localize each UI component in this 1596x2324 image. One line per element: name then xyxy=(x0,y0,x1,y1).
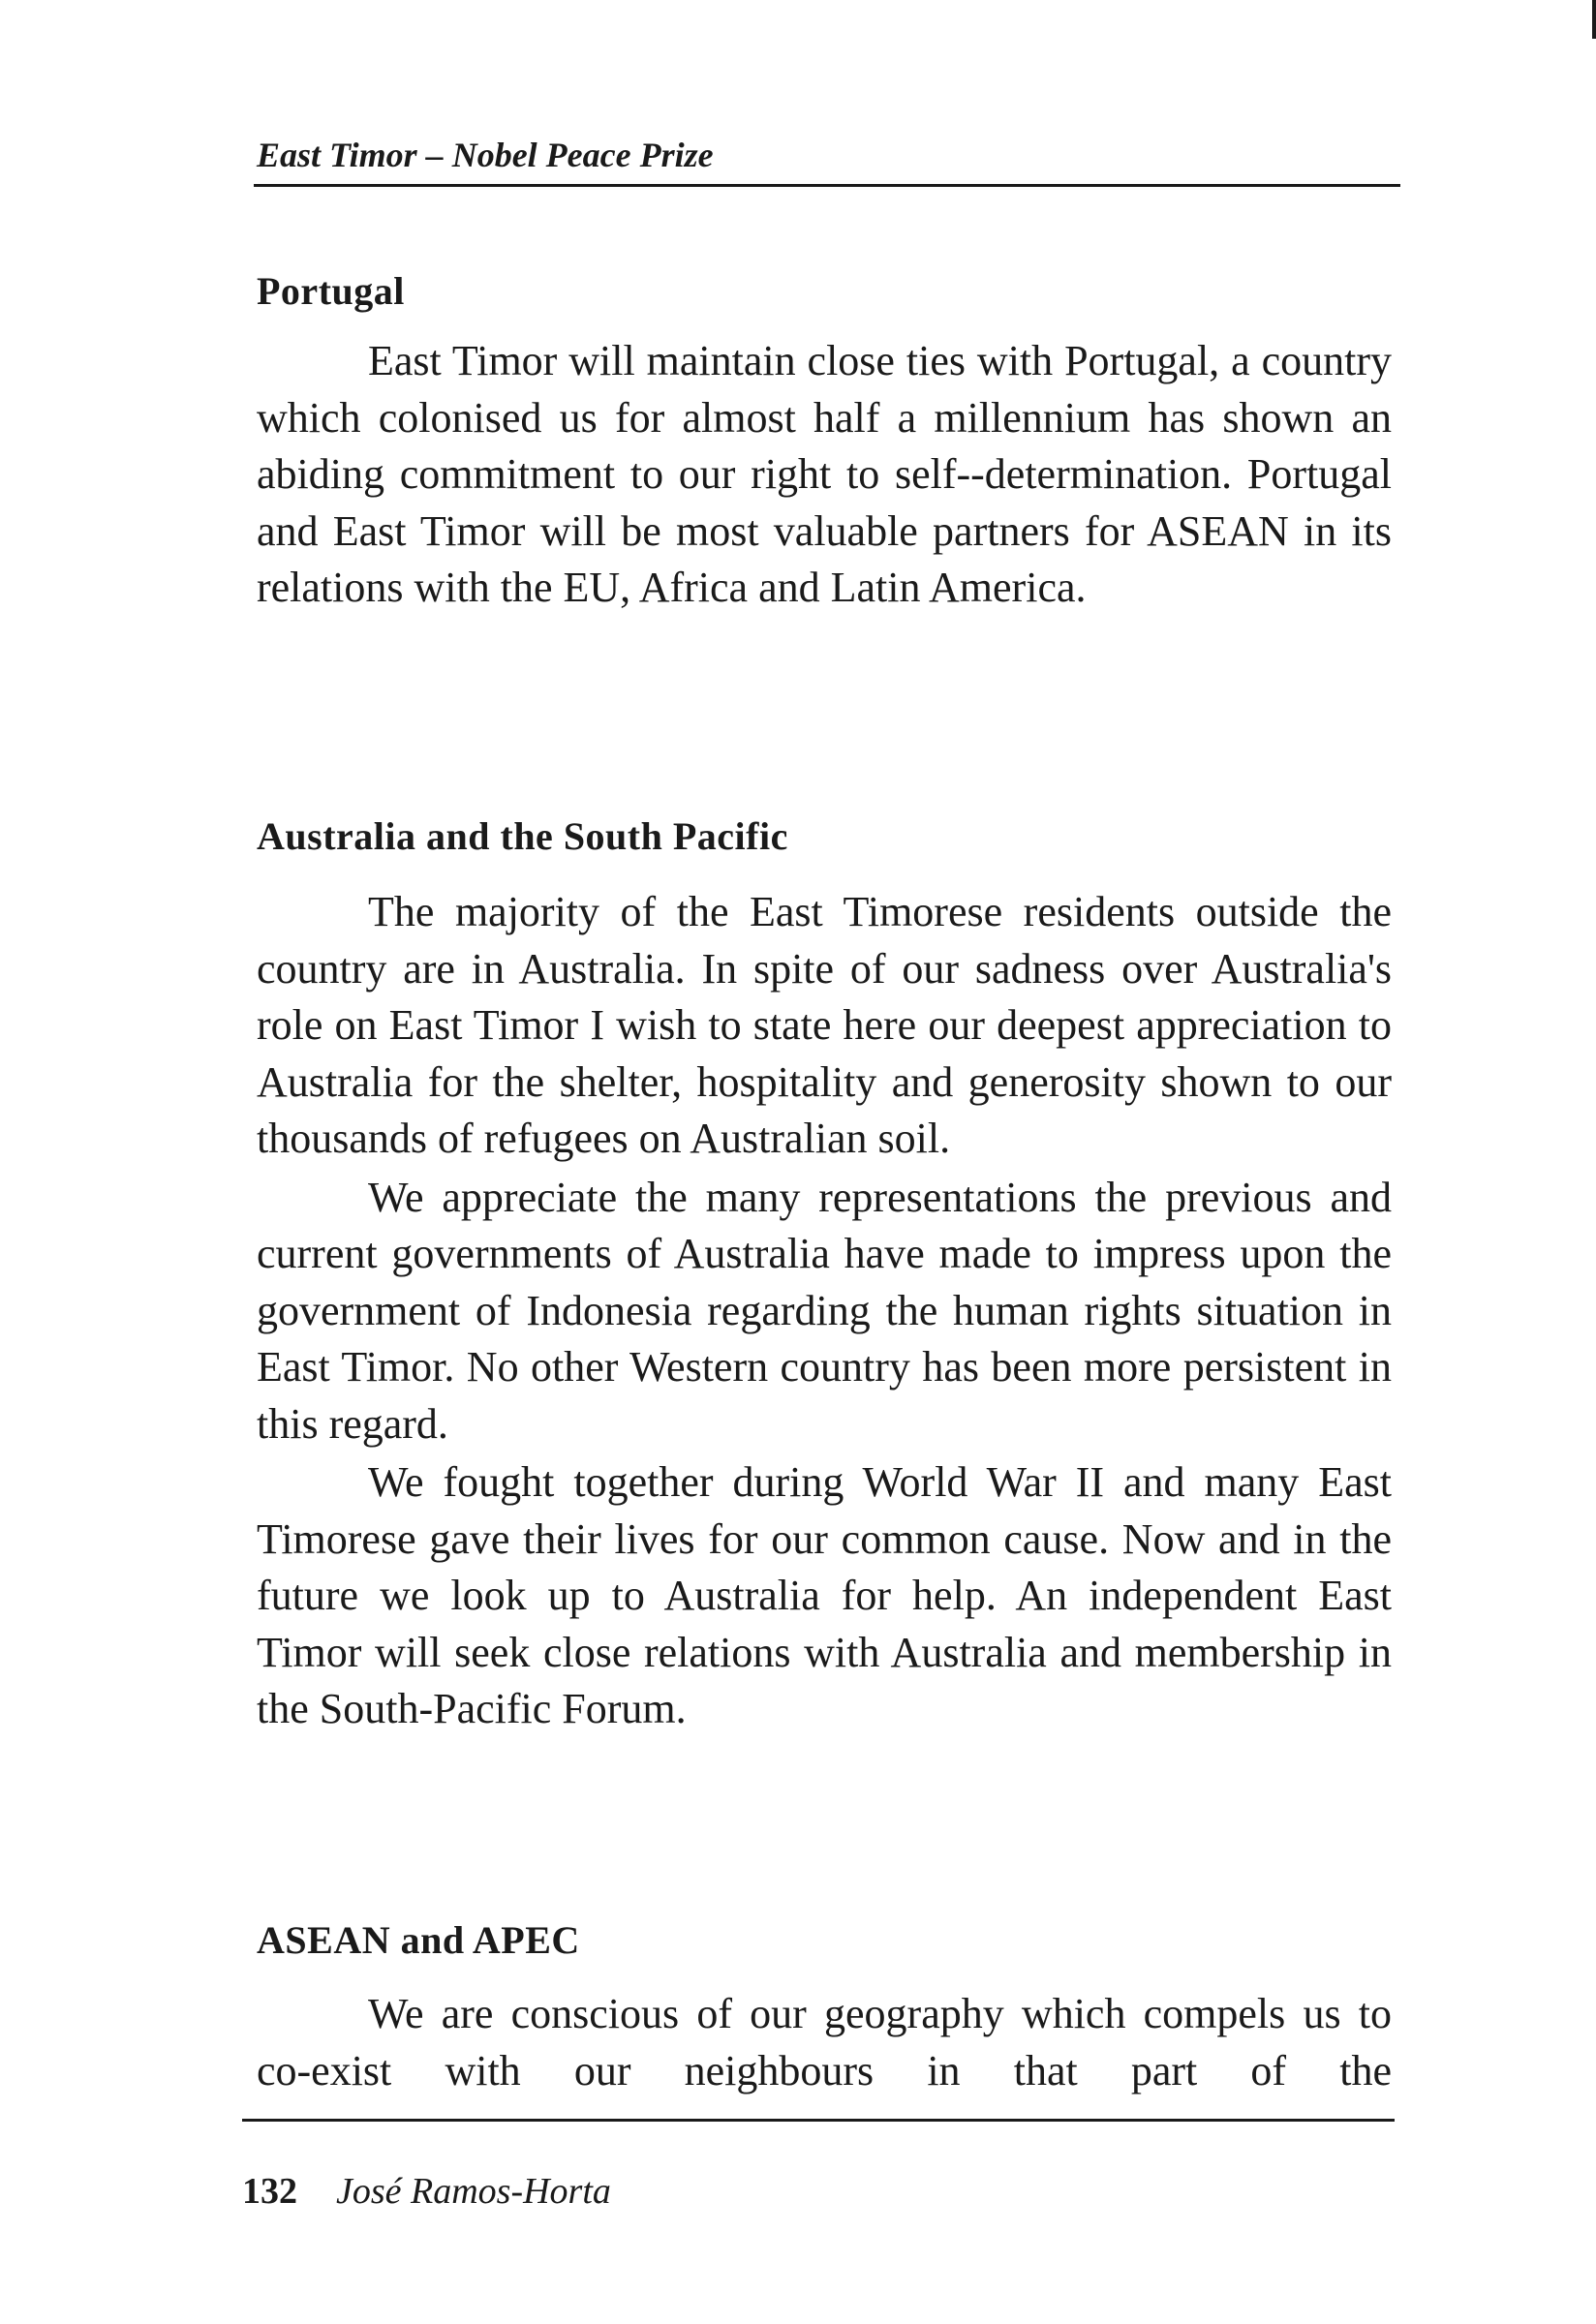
paragraph: East Timor will maintain close ties with Portugal, a country which colonised us for almost half a millennium has shown an abiding commitment to our right to self--determination. Portugal and East Timor will be most valuable partners for ASEAN in its relations with the EU, Africa and Latin America. xyxy=(257,337,1392,611)
section-heading: Australia and the South Pacific xyxy=(257,814,788,858)
page-footer xyxy=(242,2169,611,2214)
header-rule xyxy=(254,184,1400,187)
page-edge-mark xyxy=(1592,0,1596,39)
paragraph: We fought together during World War II and many East Timorese gave their lives for our common cause. Now and in the future we look up to Australia for help. An independent East Timor will seek close relations with Australia and membership in the South-Pacific Forum. xyxy=(257,1458,1392,1732)
section-australia xyxy=(257,809,1392,1738)
running-header-title: East Timor – Nobel Peace Prize xyxy=(257,136,714,174)
section-heading: ASEAN and APEC xyxy=(257,1918,580,1962)
section-asean-apec xyxy=(257,1912,1392,2099)
section-portugal xyxy=(257,263,1392,617)
author-name: José Ramos-Horta xyxy=(336,2171,611,2212)
paragraph: We are conscious of our geography which compels us to co-exist with our neighbours in that part of the xyxy=(257,1990,1392,2095)
footer-rule xyxy=(242,2119,1395,2122)
paragraph: The majority of the East Timorese residents outside the country are in Australia. In spite of our sadness over Australia's role on East Timor I wish to state here our deepest appreciation to Australia for the shelter, hospitality and generosity shown to our thousands of refugees on Australian soil. xyxy=(257,888,1392,1162)
paragraph: We appreciate the many representations the previous and current governments of Australia have made to impress upon the government of Indonesia regarding the human rights situation in East Timor. No other Western country has been more persistent in this regard. xyxy=(257,1173,1392,1448)
section-heading: Portugal xyxy=(257,269,405,313)
page-number: 132 xyxy=(242,2171,297,2212)
